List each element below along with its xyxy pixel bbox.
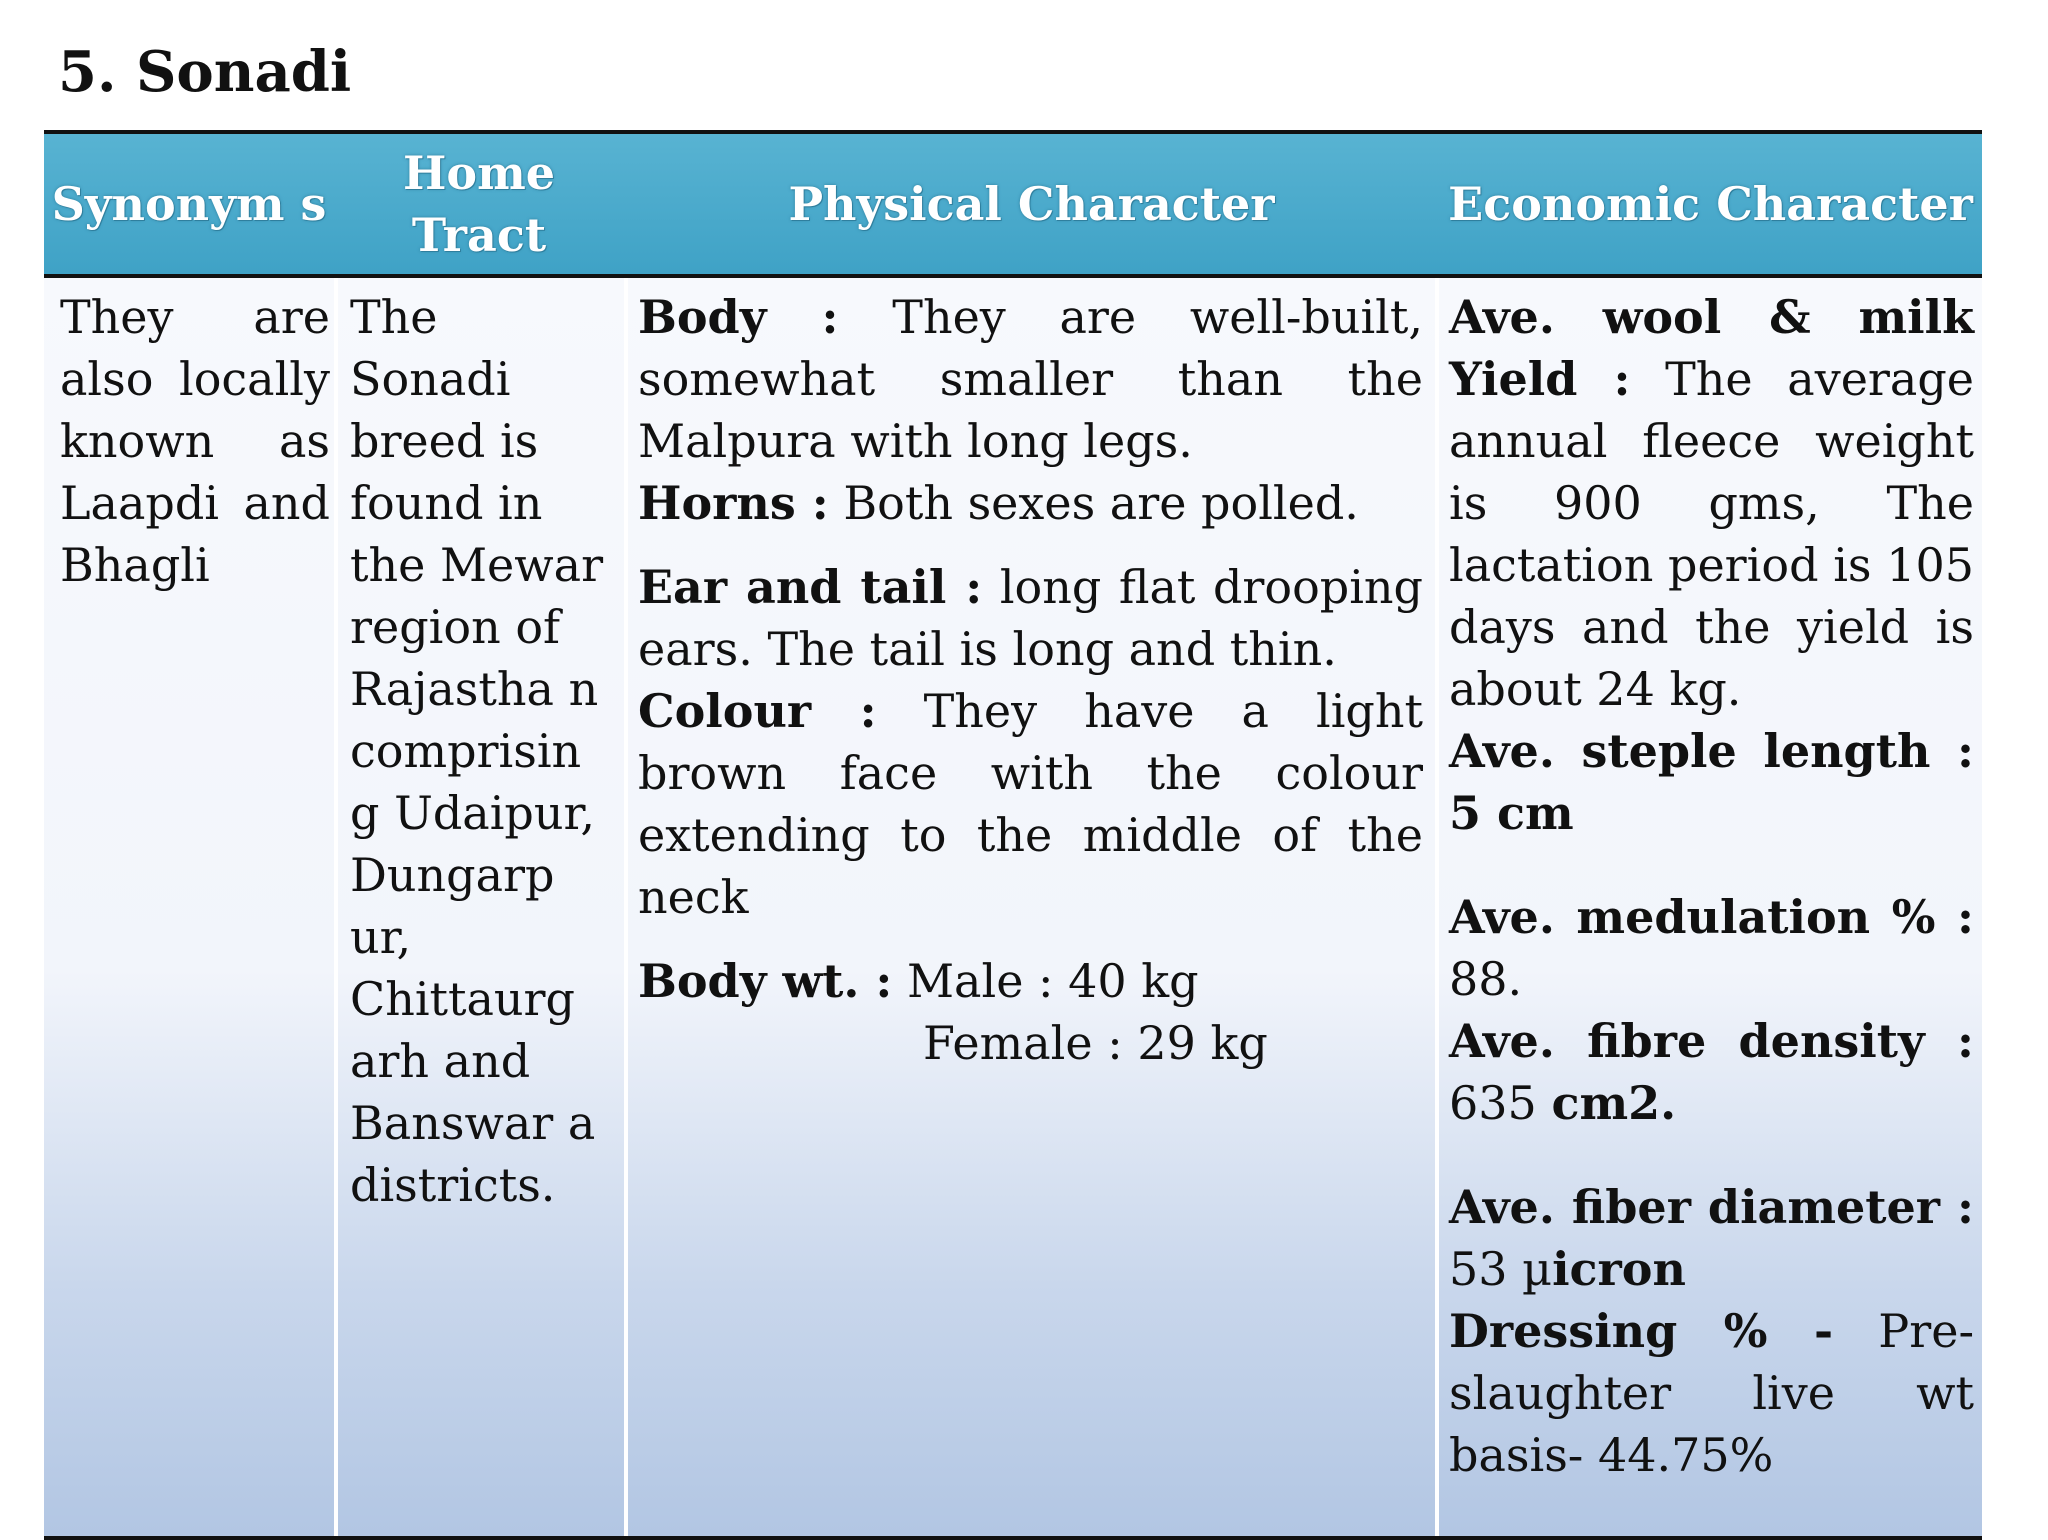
header-physical-character: Physical Character (788, 177, 1275, 231)
cell-physical-character (638, 286, 1423, 1074)
synonyms-text: They are also locally known as Laapdi and Bhagli (60, 290, 330, 592)
diameter-label: Ave. fiber diameter : (1449, 1180, 1974, 1234)
body-weight-label: Body wt. : (638, 954, 893, 1008)
horns-label: Horns : (638, 476, 829, 530)
ear-tail-text: long flat drooping ears. The tail is long and thin. (638, 560, 1423, 676)
yield-text: The average annual fleece weight is 900 gms, The lactation period is 105 days and the yield is about 24 kg. (1449, 352, 1974, 716)
medulation-entry (1449, 886, 1974, 1010)
density-label: Ave. fibre density : (1449, 1014, 1974, 1068)
table-bottom-rule (44, 1536, 1982, 1540)
diameter-value: 53 µ (1449, 1242, 1553, 1296)
medulation-value: 88. (1449, 952, 1523, 1006)
horns-text: Both sexes are polled. (843, 476, 1359, 530)
density-entry (1449, 1010, 1974, 1134)
yield-entry (1449, 286, 1974, 720)
body-text: They are well-built, somewhat smaller than the Malpura with long legs. (638, 290, 1424, 468)
colour-label: Colour : (638, 684, 877, 738)
body-weight-entry (638, 950, 1423, 1012)
cell-synonyms (60, 286, 330, 596)
horns-entry (638, 472, 1423, 534)
breed-table (44, 130, 1982, 1540)
header-economic-character: Economic Character (1448, 177, 1973, 231)
body-entry (638, 286, 1423, 472)
diameter-unit: icron (1552, 1242, 1686, 1296)
yield-label: Ave. wool & milk Yield : (1449, 290, 1974, 406)
colour-entry (638, 680, 1423, 928)
home-tract-text: The Sonadi breed is found in the Mewar region of Rajastha n comprisin g Udaipur, Dungarp ur, Chittaurg arh and Banswar a districts. (350, 290, 604, 1212)
medulation-label: Ave. medulation % : (1449, 890, 1974, 944)
dressing-label: Dressing % - (1449, 1304, 1834, 1358)
ear-tail-entry (638, 556, 1423, 680)
density-unit: cm2. (1551, 1076, 1677, 1130)
dressing-entry (1449, 1300, 1974, 1486)
body-label: Body : (638, 290, 839, 344)
cell-home-tract (350, 286, 612, 1216)
dressing-text: Pre-slaughter live wt basis- 44.75% (1449, 1304, 1974, 1482)
body-weight-female: Female : 29 kg (923, 1016, 1268, 1070)
cell-economic-character (1449, 286, 1974, 1486)
header-home-tract: Home Tract (402, 146, 556, 262)
table-body-row (44, 278, 1982, 1536)
header-synonyms: Synonym s (51, 177, 327, 231)
table-header-row (44, 134, 1982, 274)
staple-length: Ave. steple length : 5 cm (1449, 724, 1974, 840)
ear-tail-label: Ear and tail : (638, 560, 983, 614)
diameter-entry (1449, 1176, 1974, 1300)
page-title: 5. Sonadi (58, 39, 352, 105)
body-weight-male: Male : 40 kg (906, 954, 1199, 1008)
density-value: 635 (1449, 1076, 1537, 1130)
colour-text: They have a light brown face with the colour extending to the middle of the neck (638, 684, 1423, 924)
